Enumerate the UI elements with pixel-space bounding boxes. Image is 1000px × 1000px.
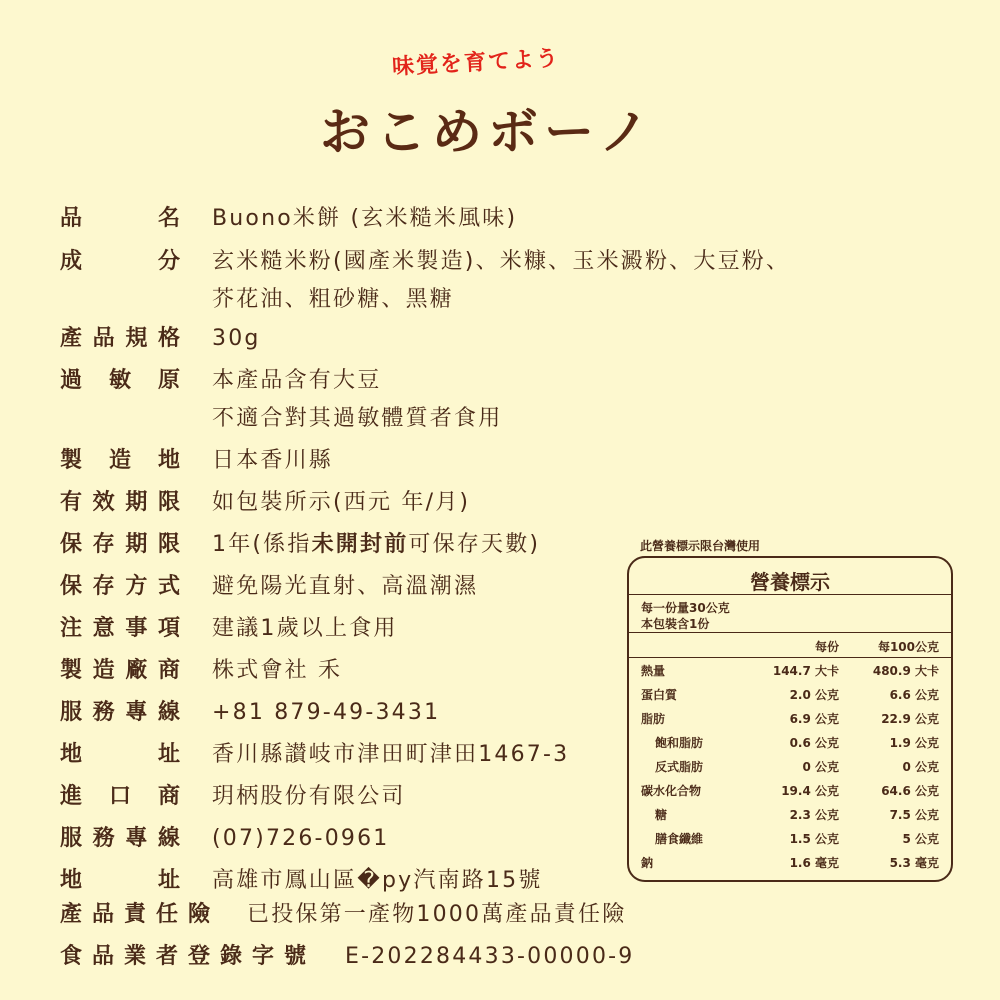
field-value: (07)726-0961 bbox=[212, 826, 390, 851]
field-value: 避免陽光直射、高溫潮濕 bbox=[212, 574, 479, 599]
nutrient-name: 熱量 bbox=[641, 664, 666, 678]
field-label: 品 名 bbox=[60, 206, 180, 231]
nutrient-name: 糖 bbox=[655, 808, 668, 822]
nutrition-title: 營養標示 bbox=[750, 570, 830, 594]
field-label: 保 存 方 式 bbox=[60, 574, 180, 599]
field-label: 地 址 bbox=[60, 868, 180, 893]
nutrient-name: 蛋白質 bbox=[641, 688, 678, 702]
footer-value: E-202284433-00000-9 bbox=[345, 944, 635, 969]
field-value: 1年(係指未開封前可保存天數) bbox=[212, 532, 541, 557]
servings-per-pack: 本包裝含1份 bbox=[641, 617, 710, 631]
nutrition-row bbox=[641, 854, 939, 874]
per-serving-value: 19.4 公克 bbox=[781, 784, 839, 798]
field-label: 保 存 期 限 bbox=[60, 532, 180, 557]
nutrient-name: 飽和脂肪 bbox=[655, 736, 704, 750]
nutrient-name: 碳水化合物 bbox=[641, 784, 702, 798]
per-100g-value: 6.6 公克 bbox=[889, 688, 939, 702]
nutrient-name: 膳食纖維 bbox=[655, 832, 704, 846]
nutrition-row bbox=[641, 806, 939, 826]
per-serving-value: 144.7 大卡 bbox=[772, 664, 839, 678]
per-100g-value: 480.9 大卡 bbox=[872, 664, 939, 678]
per-100g-value: 64.6 公克 bbox=[881, 784, 939, 798]
nutrient-name: 脂肪 bbox=[641, 712, 666, 726]
divider bbox=[629, 657, 951, 658]
footer-label: 食品業者登錄字號 bbox=[60, 944, 317, 969]
nutrition-row bbox=[641, 830, 939, 850]
per-serving-value: 2.3 公克 bbox=[789, 808, 839, 822]
nutrition-header-row bbox=[641, 638, 939, 658]
field-label: 服 務 專 線 bbox=[60, 826, 180, 851]
divider bbox=[629, 594, 951, 595]
per-serving-value: 0.6 公克 bbox=[789, 736, 839, 750]
tagline: 味覚を育てよう bbox=[391, 46, 561, 80]
nutrition-row bbox=[641, 734, 939, 754]
per-serving-value: 2.0 公克 bbox=[789, 688, 839, 702]
field-value: 玥柄股份有限公司 bbox=[212, 784, 406, 809]
nutrition-row bbox=[641, 686, 939, 706]
field-label: 進 口 商 bbox=[60, 784, 180, 809]
col-per-100g: 每100公克 bbox=[877, 640, 939, 654]
nutrition-region-note: 此營養標示限台灣使用 bbox=[640, 539, 761, 553]
nutrient-name: 鈉 bbox=[641, 856, 654, 870]
col-per-serving: 每份 bbox=[814, 640, 839, 654]
per-serving-value: 6.9 公克 bbox=[789, 712, 839, 726]
field-label: 注 意 事 項 bbox=[60, 616, 180, 641]
per-100g-value: 7.5 公克 bbox=[889, 808, 939, 822]
brand-name: おこめボーノ bbox=[320, 103, 655, 161]
field-label: 製 造 廠 商 bbox=[60, 658, 180, 683]
per-100g-value: 1.9 公克 bbox=[889, 736, 939, 750]
field-label: 服 務 專 線 bbox=[60, 700, 180, 725]
field-value: 建議1歲以上食用 bbox=[212, 616, 398, 641]
field-value: +81 879-49-3431 bbox=[212, 700, 441, 725]
field-label: 成 分 bbox=[60, 249, 180, 274]
field-label: 地 址 bbox=[60, 742, 180, 767]
field-value: 日本香川縣 bbox=[212, 448, 334, 473]
field-value: 高雄市鳳山區�py汽南路15號 bbox=[212, 868, 543, 893]
per-100g-value: 5.3 毫克 bbox=[889, 856, 939, 870]
per-serving-value: 1.6 毫克 bbox=[789, 856, 839, 870]
field-value: 本產品含有大豆 不適合對其過敏體質者食用 bbox=[212, 368, 503, 431]
per-100g-value: 22.9 公克 bbox=[881, 712, 939, 726]
per-serving-value: 0 公克 bbox=[802, 760, 839, 774]
serving-size: 每一份量30公克 bbox=[641, 601, 730, 615]
per-100g-value: 0 公克 bbox=[902, 760, 939, 774]
footer-value: 已投保第一產物1000萬產品責任險 bbox=[247, 902, 627, 927]
field-value: 玄米糙米粉(國產米製造)、米糠、玉米澱粉、大豆粉、 芥花油、粗砂糖、黑糖 bbox=[212, 249, 791, 312]
field-value: 株式會社 禾 bbox=[212, 658, 343, 683]
nutrient-name: 反式脂肪 bbox=[655, 760, 704, 774]
footer-label: 產品責任險 bbox=[60, 902, 221, 927]
field-value: 香川縣讃岐市津田町津田1467-3 bbox=[212, 742, 570, 767]
nutrition-row bbox=[641, 710, 939, 730]
field-value: Buono米餅 (玄米糙米風味) bbox=[212, 206, 518, 231]
nutrition-facts-panel bbox=[627, 556, 953, 882]
field-value: 30g bbox=[212, 326, 261, 351]
field-label: 過 敏 原 bbox=[60, 368, 180, 393]
nutrition-row bbox=[641, 758, 939, 778]
nutrition-row bbox=[641, 782, 939, 802]
per-serving-value: 1.5 公克 bbox=[789, 832, 839, 846]
nutrition-row bbox=[641, 662, 939, 682]
field-label: 製 造 地 bbox=[60, 448, 180, 473]
field-value: 如包裝所示(西元 年/月) bbox=[212, 490, 471, 515]
field-label: 產 品 規 格 bbox=[60, 326, 180, 351]
per-100g-value: 5 公克 bbox=[902, 832, 939, 846]
divider bbox=[629, 632, 951, 633]
field-label: 有 效 期 限 bbox=[60, 490, 180, 515]
